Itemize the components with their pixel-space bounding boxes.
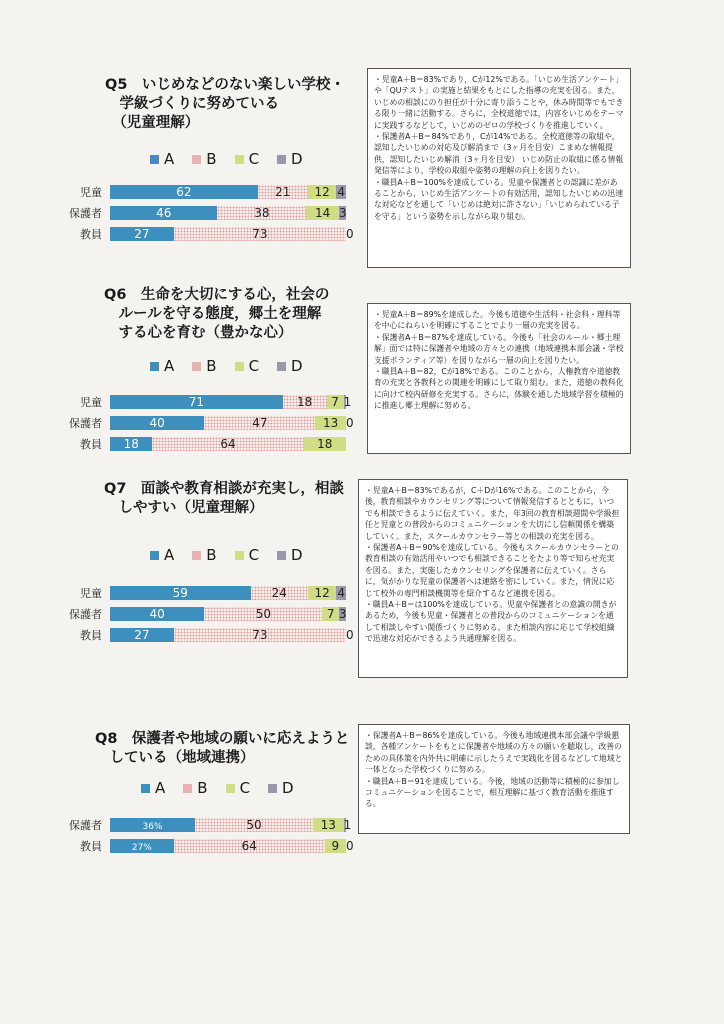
row-label: 保護者 xyxy=(69,819,102,832)
stacked-bar xyxy=(110,437,346,451)
stacked-bar xyxy=(110,607,346,621)
q5-legend xyxy=(150,150,303,168)
stacked-bar xyxy=(110,416,354,430)
legend-d-label: D xyxy=(282,779,294,797)
segment-b xyxy=(174,628,346,642)
segment-d xyxy=(336,586,346,600)
segment-b xyxy=(174,839,325,853)
q8-note: ・保護者A＋B＝86%を達成している。今後も地域連携本部会議や学級懇談，各種アンケートをもとに保護者や地域の方々の願いを聴取し，改善のための具体策を内外共に明確に示したうえで実践化を図るなどして地域と一体となった学校づくりに努める。 ・職員A＋B＝91を達成している。今後，地域の活動等に積極的に参加しコミュニケーションを図ることで，相互理解に基づく教育活動を推進する。 xyxy=(358,724,630,834)
data-label: 0 xyxy=(346,227,354,241)
q6-chart xyxy=(50,395,354,460)
segment-b xyxy=(195,818,313,832)
segment-a xyxy=(110,607,204,621)
segment-c xyxy=(313,818,344,832)
legend-a-label: A xyxy=(164,357,175,375)
legend-b-label: B xyxy=(197,779,208,797)
segment-a xyxy=(110,839,174,853)
q5-chart xyxy=(50,185,354,250)
row-label: 教員 xyxy=(80,228,102,241)
data-label: 73 xyxy=(252,628,268,642)
bar-row xyxy=(50,416,354,430)
row-label: 保護者 xyxy=(69,207,102,220)
q7-chart xyxy=(50,586,354,651)
segment-a xyxy=(110,227,174,241)
q7-legend xyxy=(150,546,303,564)
bar-row xyxy=(50,839,354,853)
segment-a xyxy=(110,395,283,409)
q8-legend xyxy=(141,779,294,797)
data-label: 73 xyxy=(252,227,268,241)
row-label: 児童 xyxy=(80,186,102,199)
legend-a-label: A xyxy=(164,546,175,564)
legend-d-swatch xyxy=(277,362,286,371)
legend-b-swatch xyxy=(192,155,201,164)
legend-d-swatch xyxy=(277,155,286,164)
segment-c xyxy=(306,206,339,220)
legend-a-label: A xyxy=(164,150,175,168)
data-label: 0 xyxy=(346,839,354,853)
row-label: 教員 xyxy=(80,840,102,853)
data-label: 7 xyxy=(331,395,339,409)
q7-title: Q7 面談や教育相談が充実し，相談 しやすい（児童理解） xyxy=(104,481,344,516)
data-label: 13 xyxy=(323,416,339,430)
segment-d xyxy=(336,185,346,199)
data-label: 50 xyxy=(246,818,262,832)
q5-title: Q5 いじめなどのない楽しい学校・ 学級づくりに努めている （児童理解） xyxy=(105,77,345,131)
data-label: 0 xyxy=(346,416,354,430)
legend-c-label: C xyxy=(248,150,260,168)
stacked-bar xyxy=(110,628,354,642)
legend-b-label: B xyxy=(206,150,217,168)
data-label: 62 xyxy=(176,185,192,199)
legend-b-swatch xyxy=(192,551,201,560)
legend-a-swatch xyxy=(150,362,159,371)
legend-c-swatch xyxy=(235,155,244,164)
data-label: 64 xyxy=(220,437,236,451)
data-label: 14 xyxy=(314,206,331,220)
segment-c xyxy=(325,839,346,853)
data-label: 71 xyxy=(188,395,204,409)
row-label: 教員 xyxy=(80,629,102,642)
q8-title: Q8 保護者や地域の願いに応えようと している（地域連携） xyxy=(95,731,350,766)
bar-row xyxy=(50,206,350,220)
legend-d-label: D xyxy=(291,150,303,168)
legend-b-label: B xyxy=(206,357,217,375)
legend-d-swatch xyxy=(268,784,277,793)
segment-a xyxy=(110,437,152,451)
bar-row xyxy=(50,185,350,199)
data-label: 13 xyxy=(320,818,336,832)
data-label: 27 xyxy=(134,227,150,241)
stacked-bar xyxy=(110,206,346,220)
data-label: 0 xyxy=(346,628,354,642)
segment-a xyxy=(110,586,251,600)
data-label: 4 xyxy=(337,185,346,199)
row-label: 児童 xyxy=(80,587,102,600)
legend-a-swatch xyxy=(150,551,159,560)
bar-row xyxy=(50,586,350,600)
stacked-bar xyxy=(110,395,352,409)
segment-d xyxy=(339,607,346,621)
segment-d xyxy=(343,395,352,409)
bar-row xyxy=(50,227,354,241)
segment-a xyxy=(110,416,204,430)
data-label: 12 xyxy=(314,586,330,600)
legend-c-label: C xyxy=(248,357,260,375)
legend-a-swatch xyxy=(150,155,159,164)
data-label: 18 xyxy=(296,395,313,409)
segment-d xyxy=(339,206,346,220)
stacked-bar xyxy=(110,839,354,853)
segment-c xyxy=(308,185,337,199)
segment-b xyxy=(152,437,303,451)
q8-chart xyxy=(50,818,354,858)
stacked-bar xyxy=(110,586,346,600)
segment-d xyxy=(343,818,352,832)
data-label: 9 xyxy=(331,839,340,853)
row-label: 保護者 xyxy=(69,608,102,621)
bar-row xyxy=(50,818,350,832)
data-label: 36% xyxy=(142,822,163,832)
segment-c xyxy=(327,395,344,409)
bar-row xyxy=(50,437,350,451)
segment-b xyxy=(204,607,322,621)
segment-b xyxy=(174,227,346,241)
data-label: 1 xyxy=(343,818,352,832)
legend-d-label: D xyxy=(291,546,303,564)
segment-b xyxy=(283,395,327,409)
legend-c-swatch xyxy=(226,784,235,793)
segment-a xyxy=(110,628,174,642)
data-label: 50 xyxy=(255,607,272,621)
bar-row xyxy=(50,395,350,409)
data-label: 3 xyxy=(338,206,347,220)
legend-b-label: B xyxy=(206,546,217,564)
bar-row xyxy=(50,628,354,642)
data-label: 59 xyxy=(172,586,188,600)
data-label: 27 xyxy=(134,628,150,642)
legend-a-swatch xyxy=(141,784,150,793)
segment-a xyxy=(110,206,217,220)
row-label: 児童 xyxy=(80,396,102,409)
segment-b xyxy=(217,206,306,220)
legend-c-label: C xyxy=(248,546,260,564)
legend-c-label: C xyxy=(239,779,251,797)
data-label: 24 xyxy=(271,586,287,600)
q7-note: ・児童A＋B＝83%であるが，C＋Dが16%である。このことから，今後，教育相談やカウンセリング等について情報発信するとともに，いつでも相談できるように伝えていく。また，年3回の教育相談週間や学級担任と児童との普段からのコミュニケーションを大切にし信頼関係を構築していく。また，スクールカウンセラー等との相談の充実を図る。 ・保護者A＋B＝90%を達成している。今後もスクールカウンセラーとの教育相談の有効活用やいつでも相談できることをたより等で知らせ充実を図る。また，実施したカウンセリングを保護者に伝えていく。さらに，気がかりな児童の保護者へは連絡を密にしていく。また，情況に応じて校外の専門相談機関等を紹介するなど連携を図る。 ・職員A＋B＝は100%を達成している。児童や保護者との意識の開きがあるため，今後も児童・保護者との普段からのコミュニケーションを通して相談しやすい関係づくりに努める。また相談内容に応じて学校組織で迅速な対応ができるよう共通理解を図る。 xyxy=(358,479,628,678)
q6-title: Q6 生命を大切にする心，社会の ルールを守る態度，郷土を理解 する心を育む（豊かな心） xyxy=(104,287,330,341)
legend-d-swatch xyxy=(277,551,286,560)
segment-a xyxy=(110,185,258,199)
legend-b-swatch xyxy=(183,784,192,793)
segment-b xyxy=(258,185,308,199)
data-label: 12 xyxy=(314,185,330,199)
data-label: 4 xyxy=(337,586,346,600)
segment-a xyxy=(110,818,195,832)
data-label: 21 xyxy=(275,185,291,199)
segment-b xyxy=(204,416,315,430)
row-label: 教員 xyxy=(80,438,102,451)
stacked-bar xyxy=(110,185,346,199)
data-label: 1 xyxy=(343,395,352,409)
data-label: 27% xyxy=(131,843,152,853)
segment-c xyxy=(315,416,346,430)
data-label: 3 xyxy=(338,607,347,621)
bar-row xyxy=(50,607,350,621)
data-label: 47 xyxy=(252,416,268,430)
segment-c xyxy=(308,586,337,600)
stacked-bar xyxy=(110,227,354,241)
segment-c xyxy=(322,607,339,621)
data-label: 40 xyxy=(149,416,165,430)
legend-c-swatch xyxy=(235,362,244,371)
stacked-bar xyxy=(110,818,352,832)
data-label: 40 xyxy=(149,607,165,621)
data-label: 18 xyxy=(317,437,333,451)
q6-note: ・児童A＋B＝89%を達成した。今後も道徳や生活科・社会科・理科等を中心にねらいを明確にすることでより一層の充実を図る。 ・保護者A＋B＝87%を達成している。今後も「社会のルール・郷土理解」面では特に保護者や地域の方々との連携（地域連携本部会議・学校支援ボランティア等）を図りながら一層の向上を図りたい。 ・職員A＋B＝82，Cが18%である。このことから，人権教育や道徳教育の充実と各教科との関連を明確にして取り組む。また，道徳の教科化に向けて校内研修を充実する。さらに，体験を通した地域学習を積極的に推進し郷土理解に努める。 xyxy=(367,303,631,454)
segment-c xyxy=(304,437,346,451)
q5-note: ・児童A＋B＝83%であり，Cが12%である。「いじめ生活アンケート」や「QUテスト」の実施と結果をもとにした指導の充実を図る。また，いじめの相談にのり担任が十分に寄り添うことや，休み時間等でもできる限り一緒に活動する。さらに，全校道徳では，内容をいじめをテーマに実践するなどして，いじめのゼロの学校づくりを推進していく。 ・保護者A＋B＝84%であり，Cが14%である。全校道徳等の取組や，認知したいじめの対応及び解消まで（3ヶ月を目安）こまめな情報提供，認知したいじめ解消（3ヶ月を目安） いじめ防止の取組に係る情報発信等により，学校の取組や姿勢の理解の向上を図りたい。 ・職員A＋B＝100%を達成している。児童や保護者との認識に差があることから，いじめ生活アンケートの有効活用，認知したいじめの迅速な対応などを通して「いじめは絶対に許さない」「いじめられている子を守る」という姿勢を示しながら取り組む。 xyxy=(367,68,631,268)
data-label: 46 xyxy=(156,206,172,220)
legend-b-swatch xyxy=(192,362,201,371)
row-label: 保護者 xyxy=(69,417,102,430)
data-label: 18 xyxy=(123,437,139,451)
segment-b xyxy=(251,586,308,600)
q6-legend xyxy=(150,357,303,375)
data-label: 38 xyxy=(254,206,270,220)
legend-a-label: A xyxy=(155,779,166,797)
data-label: 64 xyxy=(241,839,257,853)
legend-c-swatch xyxy=(235,551,244,560)
data-label: 7 xyxy=(326,607,335,621)
legend-d-label: D xyxy=(291,357,303,375)
